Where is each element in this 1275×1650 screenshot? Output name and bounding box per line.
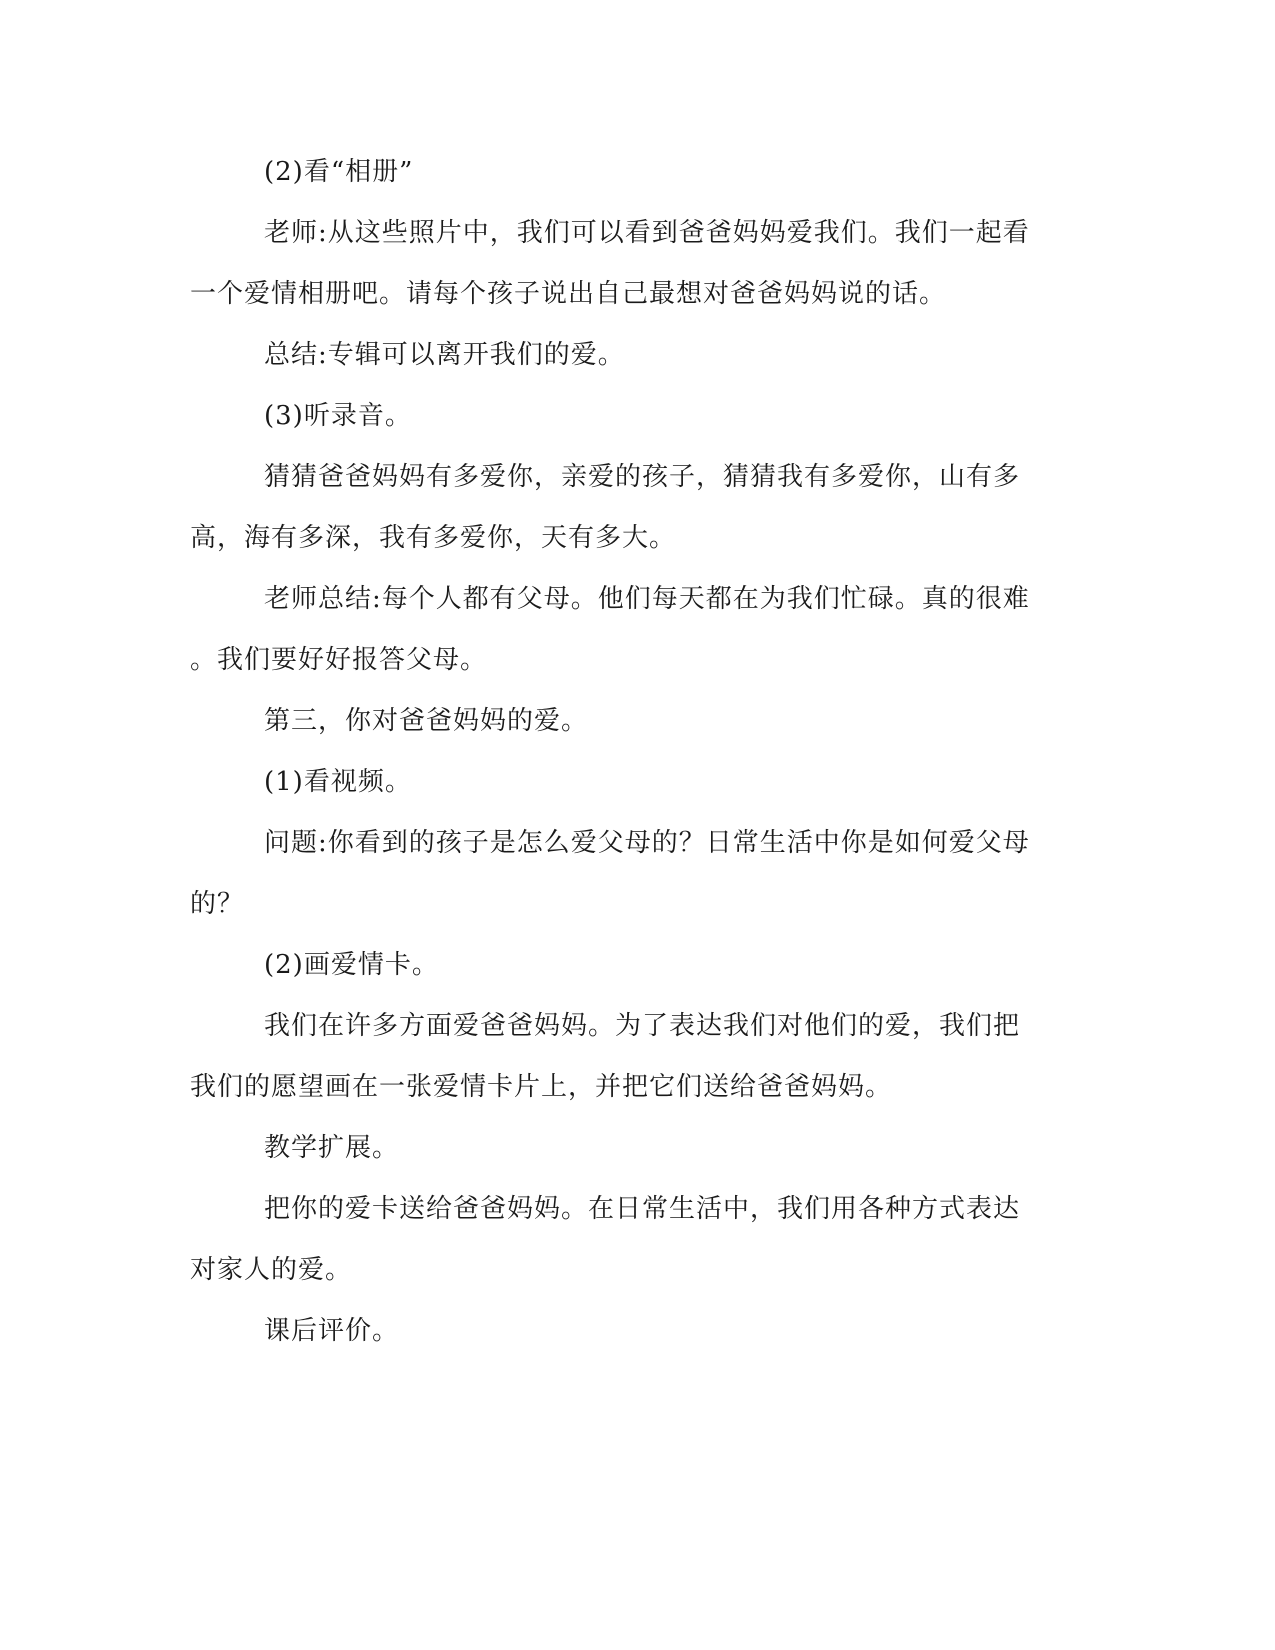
paragraph-line: 把你的爱卡送给爸爸妈妈。在日常生活中，我们用各种方式表达 [264, 1194, 1021, 1224]
paragraph-line: 课后评价。 [264, 1316, 400, 1346]
paragraph-line: (2)画爱情卡。 [264, 950, 439, 980]
paragraph-line: (1)看视频。 [264, 767, 412, 797]
paragraph-line: (2)看“相册” [264, 157, 414, 187]
paragraph-line: 教学扩展。 [264, 1133, 400, 1163]
paragraph-line: 对家人的爱。 [190, 1255, 353, 1285]
paragraph-line: 的？ [190, 889, 245, 919]
paragraph-line: 问题:你看到的孩子是怎么爱父母的？日常生活中你是如何爱父母 [264, 828, 1030, 858]
paragraph-line: 总结:专辑可以离开我们的爱。 [264, 340, 625, 370]
paragraph-line: 高，海有多深，我有多爱你，天有多大。 [190, 523, 677, 553]
paragraph-line: 第三，你对爸爸妈妈的爱。 [264, 706, 589, 736]
paragraph-line: 老师总结:每个人都有父母。他们每天都在为我们忙碌。真的很难 [264, 584, 1030, 614]
paragraph-line: 我们在许多方面爱爸爸妈妈。为了表达我们对他们的爱，我们把 [264, 1011, 1021, 1041]
paragraph-line: 老师:从这些照片中，我们可以看到爸爸妈妈爱我们。我们一起看 [264, 218, 1030, 248]
paragraph-line: 一个爱情相册吧。请每个孩子说出自己最想对爸爸妈妈说的话。 [190, 279, 947, 309]
paragraph-line: 我们的愿望画在一张爱情卡片上，并把它们送给爸爸妈妈。 [190, 1072, 893, 1102]
paragraph-line: 猜猜爸爸妈妈有多爱你，亲爱的孩子，猜猜我有多爱你，山有多 [264, 462, 1021, 492]
paragraph-line: (3)听录音。 [264, 401, 412, 431]
paragraph-line: 。我们要好好报答父母。 [190, 645, 488, 675]
